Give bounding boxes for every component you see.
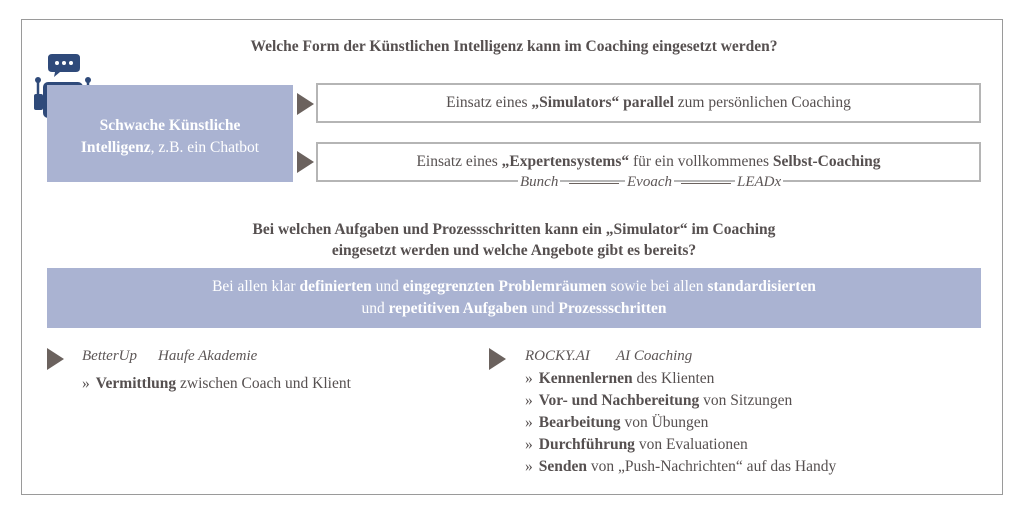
weak-ai-box: [47, 85, 293, 182]
list-item: » Vermittlung zwischen Coach und Klient: [82, 375, 351, 392]
band-line2: und repetitiven Aufgaben und Prozessschritten: [361, 300, 667, 317]
example-betterup: BetterUp: [82, 348, 137, 364]
main-question: Welche Form der Künstlichen Intelligenz kann im Coaching eingesetzt werden?: [250, 38, 778, 55]
connector-line: [569, 183, 619, 184]
answer-band: [47, 268, 981, 328]
expert-system-box: Einsatz eines „Expertensystems“ für ein vollkommenes Selbst-Coaching: [316, 142, 981, 182]
weak-ai-line2: Intelligenz, z.B. ein Chatbot: [80, 138, 260, 156]
connector-line: [681, 183, 731, 184]
simulator-box: Einsatz eines „Simulators“ parallel zum persönlichen Coaching: [316, 83, 981, 123]
list-item: » Kennenlernen des Klienten: [525, 370, 715, 387]
example-leadx: LEADx: [737, 174, 782, 190]
example-haufe-akademie: Haufe Akademie: [158, 348, 258, 364]
list-item: » Durchführung von Evaluationen: [525, 436, 748, 453]
example-ai-coaching: AI Coaching: [616, 348, 693, 364]
example-bunch: Bunch: [520, 174, 559, 190]
list-item: » Senden von „Push-Nachrichten“ auf das Handy: [525, 458, 837, 475]
arrow-left-group: [47, 348, 64, 370]
arrow-to-simulator: [297, 93, 314, 115]
arrow-right-group: [489, 348, 506, 370]
list-item: » Vor- und Nachbereitung von Sitzungen: [525, 392, 793, 409]
second-question: Bei welchen Aufgaben und Prozessschritten kann ein „Simulator“ im Coaching eingesetzt werden und welche Angebote gibt es bereits?: [252, 221, 776, 259]
band-line1: Bei allen klar definierten und eingegrenzten Problemräumen sowie bei allen standardisierten: [212, 278, 816, 295]
example-evoach: Evoach: [627, 174, 672, 190]
example-rocky-ai: ROCKY.AI: [525, 348, 590, 364]
arrow-to-expert: [297, 151, 314, 173]
list-item: » Bearbeitung von Übungen: [525, 414, 709, 431]
weak-ai-line1: Schwache Künstliche: [99, 116, 241, 134]
